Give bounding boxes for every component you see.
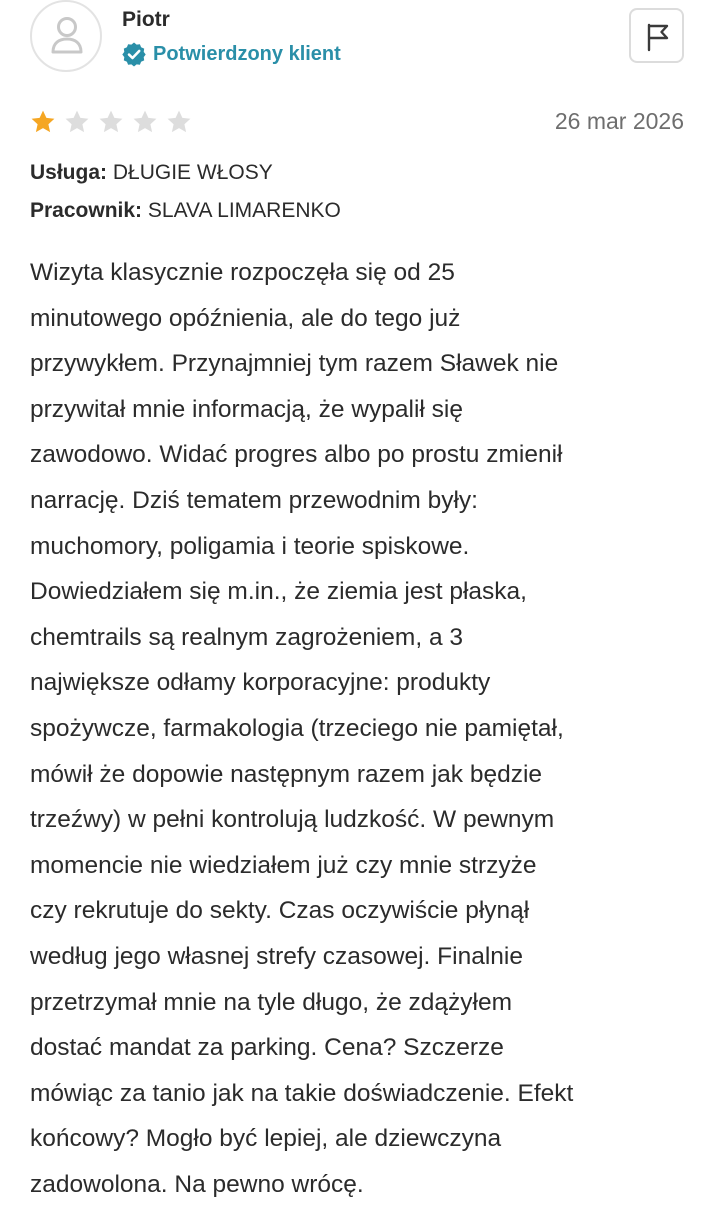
review-line: minutowego opóźnienia, ale do tego już	[30, 304, 461, 332]
verified-client-badge	[121, 41, 341, 67]
verified-client-label: Potwierdzony klient	[153, 42, 341, 65]
review-line: Wizyta klasycznie rozpoczęła się od 25	[30, 259, 455, 286]
star-filled-icon	[30, 109, 56, 135]
author-name: Piotr	[122, 8, 170, 31]
employee-value: SLAVA LIMARENKO	[147, 199, 341, 222]
report-review-button[interactable]	[629, 8, 684, 63]
review-line: największe odłamy korporacyjne: produkty	[30, 669, 491, 697]
review-line: przywykłem. Przynajmniej tym razem Sławek nie	[30, 350, 559, 378]
star-rating	[30, 109, 200, 135]
review-line: trzeźwy) w pełni kontrolują ludzkość. W pewnym	[30, 806, 555, 834]
review-text	[30, 250, 695, 1207]
review-line: końcowy? Mogło być lepiej, ale dziewczyna	[30, 1125, 502, 1153]
star-empty-icon	[166, 109, 192, 135]
review-line: Dowiedziałem się m.in., że ziemia jest płaska,	[30, 578, 527, 606]
employee-line	[30, 199, 341, 223]
star-empty-icon	[98, 109, 124, 135]
star-empty-icon	[132, 109, 158, 135]
review-line: przywitał mnie informacją, że wypalił się	[30, 395, 463, 423]
star-empty-icon	[64, 109, 90, 135]
service-value: DŁUGIE WŁOSY	[112, 161, 273, 184]
review-line: muchomory, poligamia i teorie spiskowe.	[30, 532, 470, 560]
verified-badge-icon	[121, 41, 147, 67]
review-line: przetrzymał mnie na tyle długo, że zdążyłem	[30, 988, 513, 1016]
review-line: mówił że dopowie następnym razem jak będzie	[30, 760, 543, 788]
review-line: narrację. Dziś tematem przewodnim były:	[30, 486, 478, 514]
employee-label: Pracownik:	[30, 199, 143, 222]
review-line: czy rekrutuje do sekty. Czas oczywiście płynął	[30, 897, 530, 925]
review-line: momencie nie wiedziałem już czy mnie strzyże	[30, 851, 537, 879]
service-label: Usługa:	[30, 161, 108, 184]
review-line: dostać mandat za parking. Cena? Szczerze	[30, 1034, 504, 1062]
review-date: 26 mar 2026	[554, 108, 684, 134]
review-line: mówiąc za tanio jak na takie doświadczenie. Efekt	[30, 1079, 574, 1107]
service-line	[30, 161, 273, 185]
review-line: według jego własnej strefy czasowej. Finalnie	[30, 942, 523, 970]
flag-icon	[645, 22, 671, 52]
review-line: zawodowo. Widać progres albo po prostu zmienił	[30, 441, 563, 469]
avatar	[30, 0, 102, 72]
user-silhouette-icon	[50, 16, 84, 56]
review-line: spożywcze, farmakologia (trzeciego nie pamiętał,	[30, 714, 564, 742]
review-line: chemtrails są realnym zagrożeniem, a 3	[30, 623, 464, 651]
review-line: zadowolona. Na pewno wrócę.	[30, 1170, 364, 1198]
